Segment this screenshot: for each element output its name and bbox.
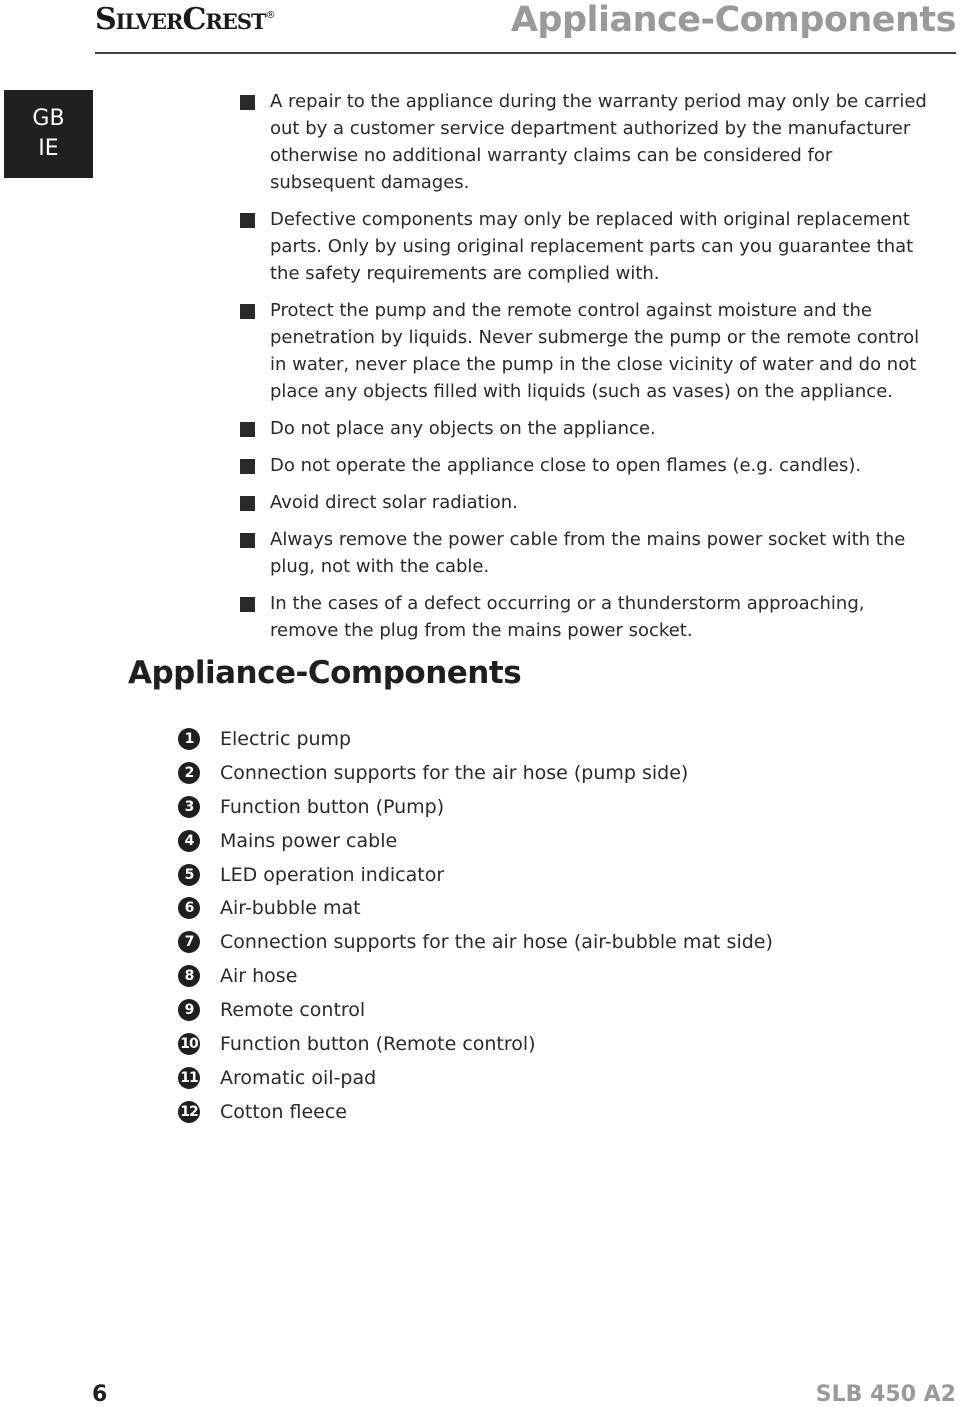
component-label: LED operation indicator — [220, 863, 445, 886]
component-item — [178, 891, 773, 925]
square-bullet-icon — [240, 533, 255, 548]
component-number-badge: 6 — [178, 897, 200, 919]
component-item — [178, 959, 773, 993]
component-item — [178, 993, 773, 1027]
component-number-badge: 8 — [178, 965, 200, 987]
component-number-badge: 3 — [178, 796, 200, 818]
component-item — [178, 722, 773, 756]
component-label: Aromatic oil-pad — [220, 1066, 377, 1089]
bullet-item — [240, 88, 930, 196]
bullet-text: Defective components may only be replaced with original replacement parts. Only by using original replacement parts can you guarantee that the safety requirements are complied with. — [270, 209, 914, 284]
registered-mark: ® — [265, 10, 275, 21]
brand-name: SilverCrest — [95, 2, 266, 37]
component-number-badge: 5 — [178, 864, 200, 886]
language-tab — [4, 90, 93, 178]
components-list — [178, 722, 773, 1129]
bullet-item — [240, 206, 930, 287]
square-bullet-icon — [240, 459, 255, 474]
component-label: Air hose — [220, 965, 298, 988]
safety-bullet-list — [240, 88, 930, 654]
component-label: Function button (Remote control) — [220, 1032, 536, 1055]
component-label: Remote control — [220, 999, 366, 1022]
component-number-badge: 4 — [178, 830, 200, 852]
component-number-badge: 7 — [178, 931, 200, 953]
component-item — [178, 925, 773, 959]
bullet-text: Always remove the power cable from the mains power socket with the plug, not with the cable. — [270, 529, 906, 577]
component-item — [178, 790, 773, 824]
bullet-item — [240, 489, 930, 516]
language-code-ie: IE — [38, 136, 59, 161]
component-item — [178, 756, 773, 790]
page-number: 6 — [92, 1382, 108, 1407]
bullet-item — [240, 452, 930, 479]
component-label: Mains power cable — [220, 829, 398, 852]
model-number: SLB 450 A2 — [815, 1382, 956, 1407]
component-number-badge: 9 — [178, 999, 200, 1021]
component-label: Function button (Pump) — [220, 795, 445, 818]
bullet-item — [240, 526, 930, 580]
component-label: Connection supports for the air hose (pump side) — [220, 761, 689, 784]
component-number-badge: 1 — [178, 728, 200, 750]
square-bullet-icon — [240, 422, 255, 437]
component-number-badge: 10 — [178, 1033, 200, 1055]
bullet-text: Do not place any objects on the appliance. — [270, 418, 656, 439]
brand-logo — [95, 2, 275, 37]
component-item — [178, 1027, 773, 1061]
square-bullet-icon — [240, 496, 255, 511]
bullet-text: A repair to the appliance during the warranty period may only be carried out by a customer service department authorized by the manufacturer otherwise no additional warranty claims can be considered for subsequent damages. — [270, 91, 927, 193]
square-bullet-icon — [240, 597, 255, 612]
bullet-text: Protect the pump and the remote control against moisture and the penetration by liquids. Never submerge the pump or the remote control in water, never place the pump in the close vicinity of water and do not place any objects filled with liquids (such as vases) on the appliance. — [270, 300, 920, 402]
bullet-item — [240, 590, 930, 644]
page-header-title: Appliance-Components — [510, 0, 956, 40]
component-item — [178, 1061, 773, 1095]
bullet-text: Do not operate the appliance close to open flames (e.g. candles). — [270, 455, 862, 476]
bullet-text: Avoid direct solar radiation. — [270, 492, 518, 513]
component-number-badge: 2 — [178, 762, 200, 784]
square-bullet-icon — [240, 304, 255, 319]
component-label: Cotton fleece — [220, 1100, 347, 1123]
component-item — [178, 824, 773, 858]
language-code-gb: GB — [32, 106, 65, 131]
section-heading: Appliance-Components — [128, 655, 522, 691]
bullet-item — [240, 297, 930, 405]
bullet-item — [240, 415, 930, 442]
component-label: Air-bubble mat — [220, 897, 361, 920]
bullet-text: In the cases of a defect occurring or a thunderstorm approaching, remove the plug from the mains power socket. — [270, 593, 865, 641]
component-label: Connection supports for the air hose (air-bubble mat side) — [220, 931, 773, 954]
header-divider — [95, 52, 956, 54]
component-label: Electric pump — [220, 727, 352, 750]
component-number-badge: 11 — [178, 1067, 200, 1089]
component-number-badge: 12 — [178, 1101, 200, 1123]
component-item — [178, 1095, 773, 1129]
component-item — [178, 858, 773, 892]
square-bullet-icon — [240, 95, 255, 110]
square-bullet-icon — [240, 213, 255, 228]
